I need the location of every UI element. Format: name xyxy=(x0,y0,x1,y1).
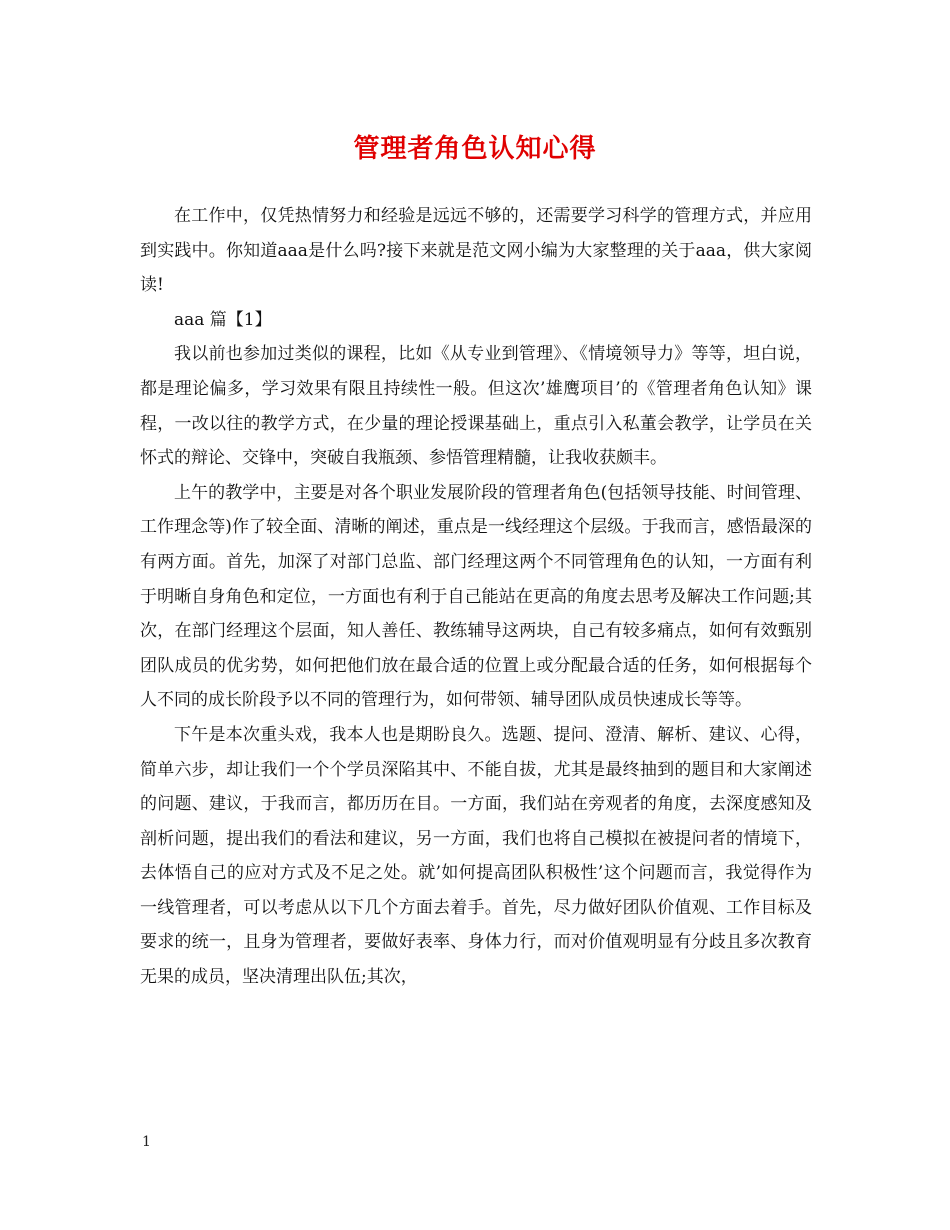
intro-paragraph: 在工作中，仅凭热情努力和经验是远远不够的，还需要学习科学的管理方式，并应用到实践中。你知道aaa是什么吗?接下来就是范文网小编为大家整理的关于aaa，供大家阅读! xyxy=(140,206,812,296)
body-paragraph: 下午是本次重头戏，我本人也是期盼良久。选题、提问、澄清、解析、建议、心得，简单六步，却让我们一个个学员深陷其中、不能自拔，尤其是最终抽到的题目和大家阐述的问题、建议，于我而言，都历历在目。一方面，我们站在旁观者的角度，去深度感知及剖析问题，提出我们的看法和建议，另一方面，我们也将自己模拟在被提问者的情境下，去体悟自己的应对方式及不足之处。就’如何提高团队积极性’这个问题而言，我觉得作为一线管理者，可以考虑从以下几个方面去着手。首先，尽力做好团队价值观、工作目标及要求的统一，且身为管理者，要做好表率、身体力行，而对价值观明显有分歧且多次教育无果的成员，坚决清理出队伍;其次， xyxy=(140,724,812,988)
body-paragraph: 我以前也参加过类似的课程，比如《从专业到管理》、《情境领导力》等等，坦白说，都是理论偏多，学习效果有限且持续性一般。但这次’雄鹰项目’的《管理者角色认知》课程，一改以往的教学方式，在少量的理论授课基础上，重点引入私董会教学，让学员在关怀式的辩论、交锋中，突破自我瓶颈、参悟管理精髓，让我收获颇丰。 xyxy=(140,344,812,469)
page-number: 1 xyxy=(142,1134,151,1150)
document-title: 管理者角色认知心得 xyxy=(353,134,597,164)
body-paragraph: 上午的教学中，主要是对各个职业发展阶段的管理者角色(包括领导技能、时间管理、工作理念等)作了较全面、清晰的阐述，重点是一线经理这个层级。于我而言，感悟最深的有两方面。首先，加深了对部门总监、部门经理这两个不同管理角色的认知，一方面有利于明晰自身角色和定位，一方面也有利于自己能站在更高的角度去思考及解决工作问题;其次，在部门经理这个层面，知人善任、教练辅导这两块，自己有较多痛点，如何有效甄别团队成员的优劣势，如何把他们放在最合适的位置上或分配最合适的任务，如何根据每个人不同的成长阶段予以不同的管理行为，如何带领、辅导团队成员快速成长等等。 xyxy=(140,482,812,711)
section-heading: aaa 篇【1】 xyxy=(174,309,272,330)
document-body xyxy=(140,199,812,995)
